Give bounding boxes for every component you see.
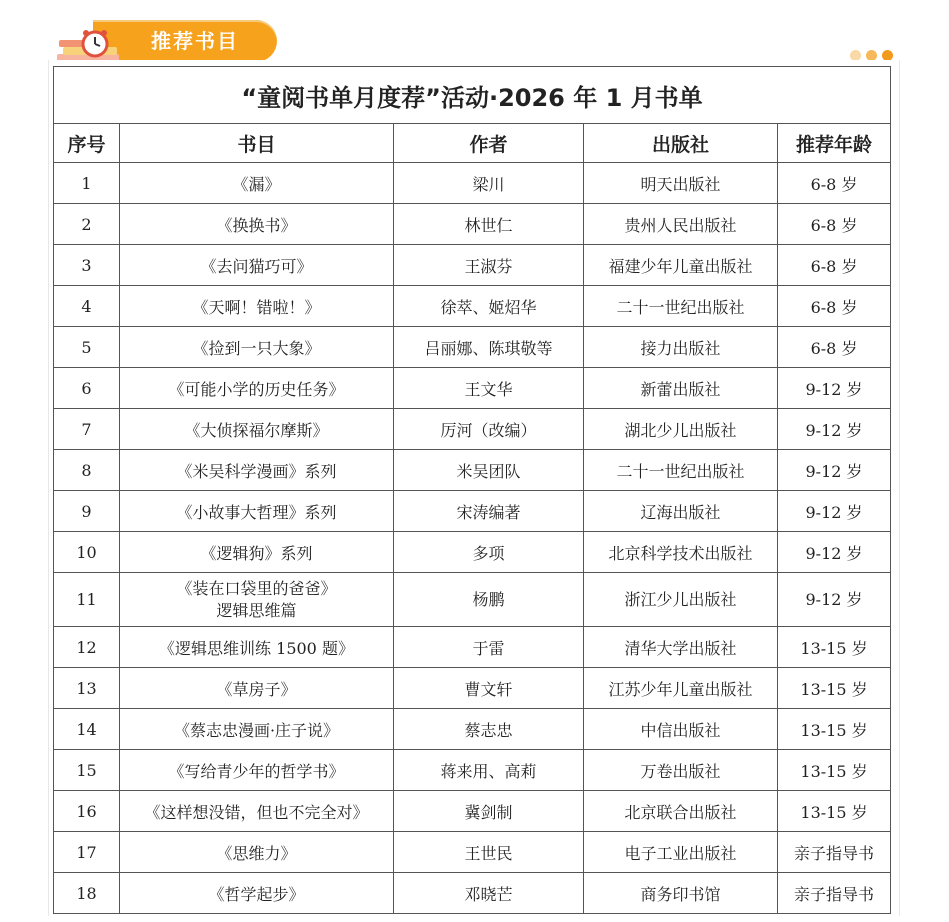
cell-author: 王淑芬 xyxy=(394,245,584,286)
cell-book: 《漏》 xyxy=(120,163,394,204)
cell-no: 10 xyxy=(54,532,120,573)
cell-no: 17 xyxy=(54,832,120,873)
cell-publisher: 电子工业出版社 xyxy=(584,832,778,873)
cell-author: 王世民 xyxy=(394,832,584,873)
section-header xyxy=(55,20,279,64)
cell-author: 多项 xyxy=(394,532,584,573)
cell-age: 亲子指导书 xyxy=(778,873,891,914)
cell-age: 13-15 岁 xyxy=(778,709,891,750)
cell-book: 《大侦探福尔摩斯》 xyxy=(120,409,394,450)
table-row xyxy=(54,450,891,491)
cell-publisher: 万卷出版社 xyxy=(584,750,778,791)
cell-publisher: 二十一世纪出版社 xyxy=(584,450,778,491)
cell-publisher: 福建少年儿童出版社 xyxy=(584,245,778,286)
column-header-author: 作者 xyxy=(394,124,584,163)
column-header-no: 序号 xyxy=(54,124,120,163)
cell-author: 徐萃、姬炤华 xyxy=(394,286,584,327)
table-row xyxy=(54,791,891,832)
table-row xyxy=(54,532,891,573)
table-row xyxy=(54,573,891,627)
table-row xyxy=(54,204,891,245)
cell-publisher: 湖北少儿出版社 xyxy=(584,409,778,450)
cell-book: 《哲学起步》 xyxy=(120,873,394,914)
cell-no: 6 xyxy=(54,368,120,409)
cell-book: 《米吴科学漫画》系列 xyxy=(120,450,394,491)
table-row xyxy=(54,750,891,791)
cell-no: 11 xyxy=(54,573,120,627)
cell-publisher: 商务印书馆 xyxy=(584,873,778,914)
cell-book: 《蔡志忠漫画·庄子说》 xyxy=(120,709,394,750)
cell-age: 9-12 岁 xyxy=(778,573,891,627)
cell-no: 7 xyxy=(54,409,120,450)
cell-no: 9 xyxy=(54,491,120,532)
cell-publisher: 中信出版社 xyxy=(584,709,778,750)
table-row xyxy=(54,491,891,532)
cell-book: 《思维力》 xyxy=(120,832,394,873)
table-header-row xyxy=(54,124,891,163)
cell-age: 亲子指导书 xyxy=(778,832,891,873)
cell-age: 9-12 岁 xyxy=(778,491,891,532)
table-title: “童阅书单月度荐”活动·2026 年 1 月书单 xyxy=(54,67,891,124)
cell-book: 《去问猫巧可》 xyxy=(120,245,394,286)
cell-no: 15 xyxy=(54,750,120,791)
cell-author: 邓晓芒 xyxy=(394,873,584,914)
book-list-table xyxy=(53,66,891,914)
column-header-book: 书目 xyxy=(120,124,394,163)
cell-book: 《写给青少年的哲学书》 xyxy=(120,750,394,791)
table-row xyxy=(54,668,891,709)
cell-no: 8 xyxy=(54,450,120,491)
cell-no: 12 xyxy=(54,627,120,668)
cell-age: 13-15 岁 xyxy=(778,668,891,709)
cell-book: 《小故事大哲理》系列 xyxy=(120,491,394,532)
cell-book: 《换换书》 xyxy=(120,204,394,245)
cell-publisher: 清华大学出版社 xyxy=(584,627,778,668)
cell-publisher: 明天出版社 xyxy=(584,163,778,204)
cell-author: 杨鹏 xyxy=(394,573,584,627)
cell-book-line: 《装在口袋里的爸爸》 xyxy=(176,578,337,598)
cell-age: 6-8 岁 xyxy=(778,286,891,327)
cell-author: 宋涛编著 xyxy=(394,491,584,532)
table-row xyxy=(54,709,891,750)
cell-author: 米吴团队 xyxy=(394,450,584,491)
cell-author: 吕丽娜、陈琪敬等 xyxy=(394,327,584,368)
cell-author: 王文华 xyxy=(394,368,584,409)
column-header-publisher: 出版社 xyxy=(584,124,778,163)
cell-age: 9-12 岁 xyxy=(778,532,891,573)
cell-no: 2 xyxy=(54,204,120,245)
cell-book xyxy=(120,573,394,627)
cell-age: 9-12 岁 xyxy=(778,368,891,409)
column-header-age: 推荐年龄 xyxy=(778,124,891,163)
cell-publisher: 贵州人民出版社 xyxy=(584,204,778,245)
cell-publisher: 江苏少年儿童出版社 xyxy=(584,668,778,709)
table-row xyxy=(54,327,891,368)
cell-no: 4 xyxy=(54,286,120,327)
cell-book: 《可能小学的历史任务》 xyxy=(120,368,394,409)
cell-age: 6-8 岁 xyxy=(778,204,891,245)
cell-book: 《逻辑狗》系列 xyxy=(120,532,394,573)
cell-age: 6-8 岁 xyxy=(778,245,891,286)
table-row xyxy=(54,832,891,873)
cell-author: 冀剑制 xyxy=(394,791,584,832)
cell-no: 1 xyxy=(54,163,120,204)
cell-author: 林世仁 xyxy=(394,204,584,245)
cell-no: 13 xyxy=(54,668,120,709)
cell-publisher: 浙江少儿出版社 xyxy=(584,573,778,627)
cell-no: 3 xyxy=(54,245,120,286)
cell-age: 9-12 岁 xyxy=(778,450,891,491)
table-row xyxy=(54,368,891,409)
table-row xyxy=(54,409,891,450)
table-row xyxy=(54,286,891,327)
cell-publisher: 二十一世纪出版社 xyxy=(584,286,778,327)
cell-age: 13-15 岁 xyxy=(778,750,891,791)
table-title-row xyxy=(54,67,891,124)
cell-age: 6-8 岁 xyxy=(778,327,891,368)
cell-age: 6-8 岁 xyxy=(778,163,891,204)
cell-book: 《捡到一只大象》 xyxy=(120,327,394,368)
cell-author: 蔡志忠 xyxy=(394,709,584,750)
cell-author: 于雷 xyxy=(394,627,584,668)
cell-age: 9-12 岁 xyxy=(778,409,891,450)
cell-book: 《这样想没错，但也不完全对》 xyxy=(120,791,394,832)
cell-no: 5 xyxy=(54,327,120,368)
cell-author: 蒋来用、高莉 xyxy=(394,750,584,791)
cell-age: 13-15 岁 xyxy=(778,627,891,668)
header-tag-label: 推荐书目 xyxy=(151,29,239,53)
cell-no: 18 xyxy=(54,873,120,914)
cell-author: 厉河（改编） xyxy=(394,409,584,450)
cell-publisher: 新蕾出版社 xyxy=(584,368,778,409)
cell-book: 《天啊！错啦！》 xyxy=(120,286,394,327)
cell-age: 13-15 岁 xyxy=(778,791,891,832)
cell-publisher: 北京科学技术出版社 xyxy=(584,532,778,573)
cell-publisher: 北京联合出版社 xyxy=(584,791,778,832)
cell-book-line: 逻辑思维篇 xyxy=(216,600,297,620)
table-row xyxy=(54,873,891,914)
table-row xyxy=(54,245,891,286)
cell-no: 16 xyxy=(54,791,120,832)
cell-book: 《逻辑思维训练 1500 题》 xyxy=(120,627,394,668)
cell-publisher: 辽海出版社 xyxy=(584,491,778,532)
cell-author: 曹文轩 xyxy=(394,668,584,709)
table-row xyxy=(54,163,891,204)
cell-author: 梁川 xyxy=(394,163,584,204)
table-row xyxy=(54,627,891,668)
cell-book: 《草房子》 xyxy=(120,668,394,709)
cell-publisher: 接力出版社 xyxy=(584,327,778,368)
cell-no: 14 xyxy=(54,709,120,750)
